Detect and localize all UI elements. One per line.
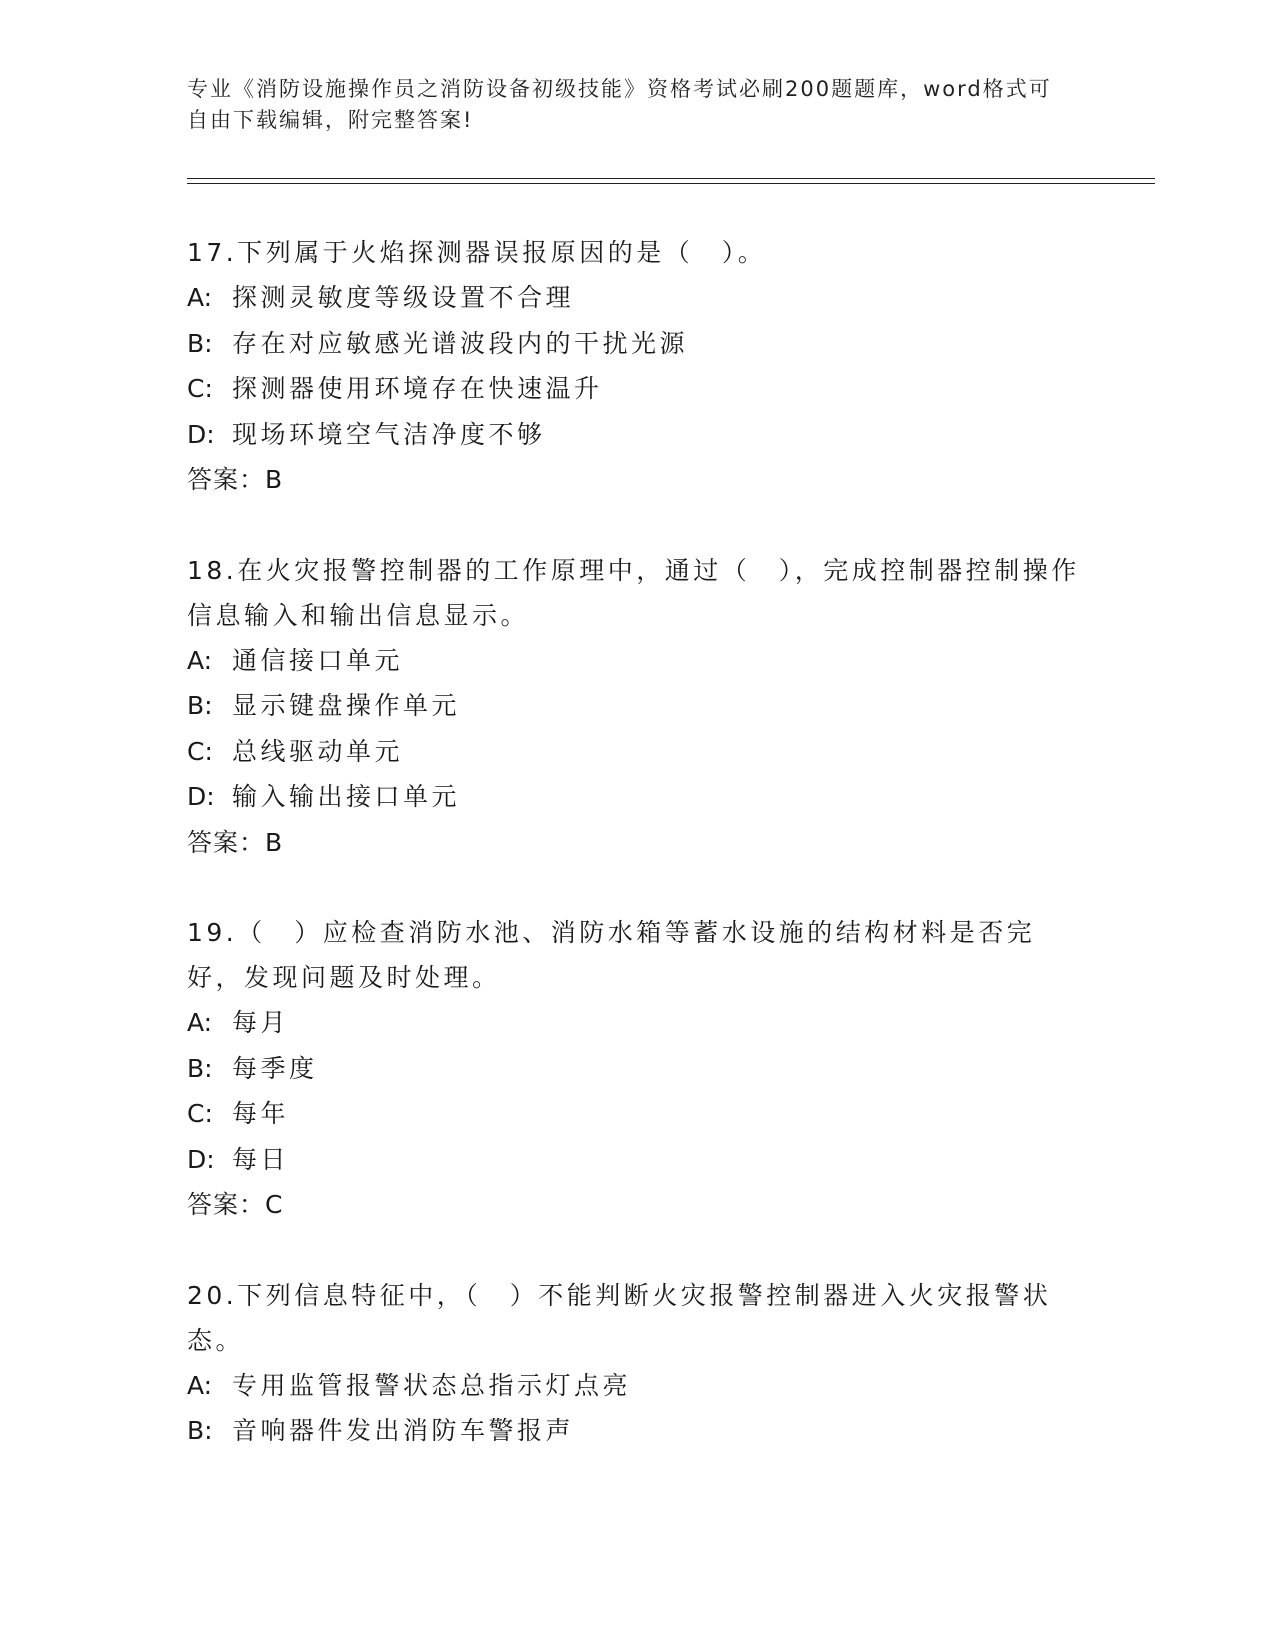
option-d bbox=[187, 412, 1087, 458]
question-stem: 18.在火灾报警控制器的工作原理中，通过（ ），完成控制器控制操作信息输入和输出信息显示。 bbox=[187, 555, 1080, 630]
option-text: 现场环境空气洁净度不够 bbox=[232, 419, 546, 449]
option-key: A: bbox=[187, 1370, 213, 1400]
option-a bbox=[187, 1363, 1087, 1409]
option-b bbox=[187, 1408, 1087, 1454]
question-17 bbox=[187, 230, 1087, 503]
answer-line bbox=[187, 820, 1087, 866]
answer-line bbox=[187, 457, 1087, 503]
option-c bbox=[187, 729, 1087, 775]
option-text: 音响器件发出消防车警报声 bbox=[232, 1416, 575, 1445]
question-20 bbox=[187, 1273, 1087, 1454]
question-18 bbox=[187, 548, 1087, 866]
header-divider bbox=[187, 178, 1155, 184]
option-key: B: bbox=[187, 691, 213, 720]
option-a bbox=[187, 275, 1087, 321]
spacer bbox=[187, 1228, 1087, 1273]
option-text: 专用监管报警状态总指示灯点亮 bbox=[232, 1370, 632, 1400]
option-text: 每年 bbox=[232, 1099, 290, 1128]
option-key: B: bbox=[187, 1053, 213, 1083]
question-stem: 19.（ ）应检查消防水池、消防水箱等蓄水设施的结构材料是否完好，发现问题及时处理。 bbox=[187, 918, 1036, 992]
option-key: A: bbox=[187, 1008, 213, 1037]
option-d bbox=[187, 1137, 1087, 1183]
option-a bbox=[187, 638, 1087, 684]
spacer bbox=[187, 865, 1087, 910]
option-text: 每季度 bbox=[232, 1053, 318, 1083]
option-text: 通信接口单元 bbox=[232, 645, 404, 675]
answer-value: B bbox=[265, 465, 284, 494]
option-c bbox=[187, 366, 1087, 412]
question-19 bbox=[187, 910, 1087, 1228]
answer-label: 答案： bbox=[187, 827, 266, 857]
option-b bbox=[187, 1046, 1087, 1092]
option-key: C: bbox=[187, 736, 213, 766]
option-text: 显示键盘操作单元 bbox=[232, 691, 461, 720]
answer-line bbox=[187, 1182, 1087, 1228]
question-stem: 17.下列属于火焰探测器误报原因的是（ ）。 bbox=[187, 238, 767, 267]
option-c bbox=[187, 1091, 1087, 1137]
option-text: 输入输出接口单元 bbox=[232, 782, 461, 811]
option-text: 探测灵敏度等级设置不合理 bbox=[232, 283, 575, 312]
answer-value: B bbox=[265, 827, 284, 857]
option-key: C: bbox=[187, 1099, 213, 1128]
option-a bbox=[187, 1000, 1087, 1046]
option-key: B: bbox=[187, 328, 213, 358]
option-key: A: bbox=[187, 283, 213, 312]
option-text: 总线驱动单元 bbox=[232, 736, 404, 766]
option-key: D: bbox=[187, 1144, 215, 1174]
option-text: 存在对应敏感光谱波段内的干扰光源 bbox=[232, 328, 689, 358]
question-stem: 20.下列信息特征中，（ ）不能判断火灾报警控制器进入火灾报警状态。 bbox=[187, 1280, 1052, 1355]
spacer bbox=[187, 503, 1087, 548]
option-d bbox=[187, 774, 1087, 820]
option-key: A: bbox=[187, 645, 213, 675]
option-key: D: bbox=[187, 419, 215, 449]
answer-label: 答案： bbox=[187, 1190, 266, 1219]
option-text: 每月 bbox=[232, 1008, 290, 1037]
option-text: 探测器使用环境存在快速温升 bbox=[232, 374, 603, 403]
option-key: B: bbox=[187, 1416, 213, 1445]
answer-value: C bbox=[265, 1190, 284, 1219]
option-b bbox=[187, 683, 1087, 729]
option-text: 每日 bbox=[232, 1144, 290, 1174]
option-key: C: bbox=[187, 374, 213, 403]
option-b bbox=[187, 321, 1087, 367]
answer-label: 答案： bbox=[187, 465, 266, 494]
document-intro: 专业《消防设施操作员之消防设备初级技能》资格考试必刷200题题库，word格式可自由下载编辑，附完整答案! bbox=[187, 77, 1052, 132]
question-list bbox=[187, 230, 1087, 1454]
option-key: D: bbox=[187, 782, 215, 811]
